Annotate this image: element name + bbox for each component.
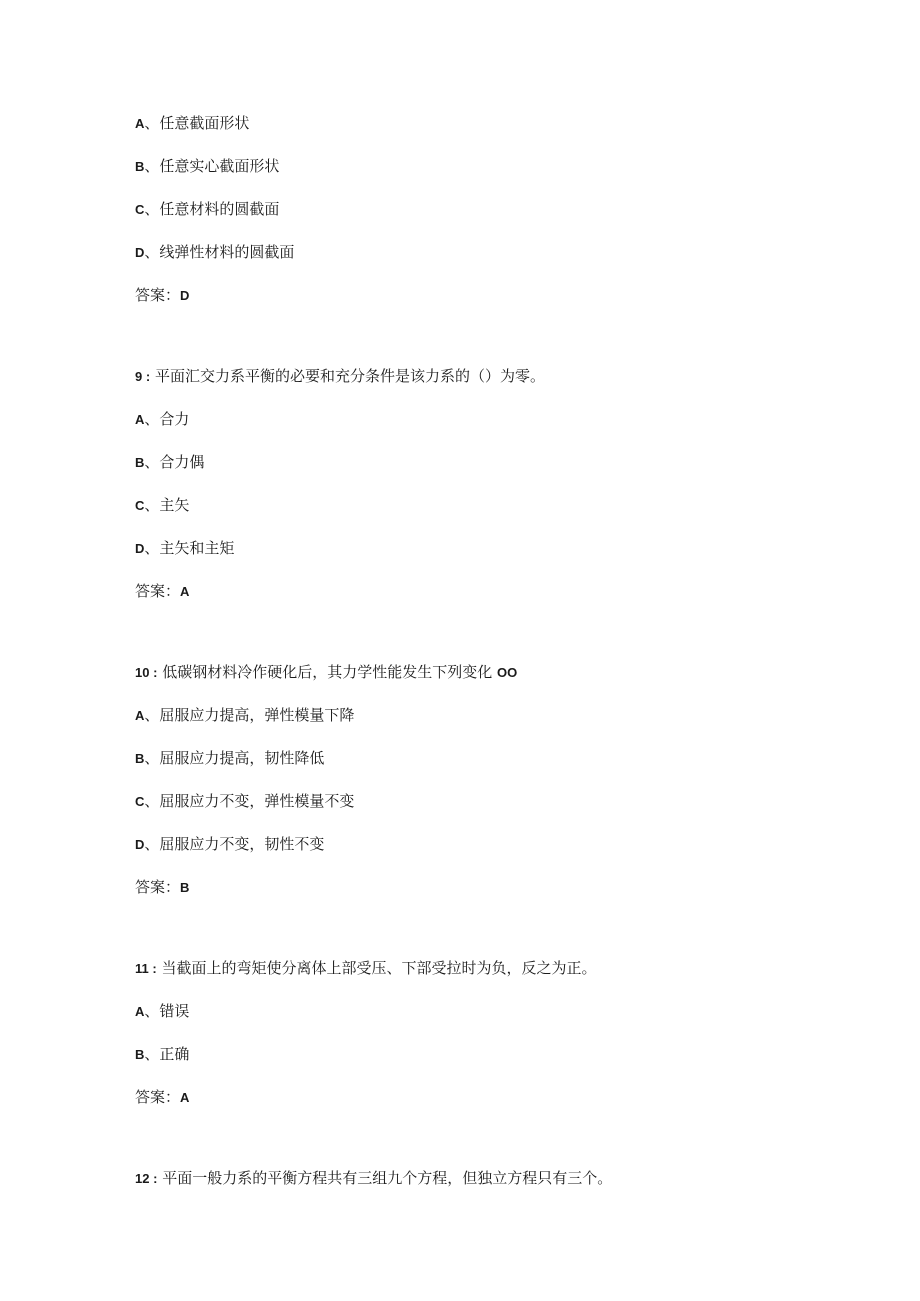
option-separator: 、 <box>144 749 160 767</box>
option-letter: A <box>135 708 145 723</box>
option-text: 任意材料的圆截面 <box>159 200 280 218</box>
question-text-tail: OO <box>496 665 518 680</box>
q11-option-a <box>135 1001 189 1022</box>
question-text: 平面一般力系的平衡方程共有三组九个方程，但独立方程只有三个。 <box>162 1169 613 1187</box>
q10-question <box>135 662 517 683</box>
option-separator: 、 <box>144 539 160 557</box>
option-separator: 、 <box>144 114 160 132</box>
q8-option-b <box>135 156 279 177</box>
q9-answer <box>135 581 189 602</box>
option-separator: 、 <box>144 243 160 261</box>
option-separator: 、 <box>144 706 160 724</box>
option-separator: 、 <box>144 453 160 471</box>
option-letter: A <box>135 116 145 131</box>
answer-label: 答案： <box>135 286 181 304</box>
option-separator: 、 <box>144 792 160 810</box>
option-letter: D <box>135 245 145 260</box>
question-text: 当截面上的弯矩使分离体上部受压、下部受拉时为负，反之为正。 <box>161 959 597 977</box>
option-letter: B <box>135 455 145 470</box>
q9-option-b <box>135 452 204 473</box>
option-text: 正确 <box>159 1045 190 1063</box>
q10-option-b <box>135 748 324 769</box>
option-separator: 、 <box>144 157 160 175</box>
option-text: 屈服应力提高，弹性模量下降 <box>159 706 355 724</box>
answer-value: D <box>180 288 190 303</box>
question-text: 低碳钢材料冷作硬化后，其力学性能发生下列变化 <box>162 663 493 681</box>
option-separator: 、 <box>144 200 160 218</box>
option-letter: B <box>135 751 145 766</box>
option-letter: C <box>135 202 145 217</box>
option-letter: B <box>135 159 145 174</box>
option-text: 主矢和主矩 <box>159 539 235 557</box>
option-separator: 、 <box>144 1002 160 1020</box>
option-text: 屈服应力不变，弹性模量不变 <box>159 792 355 810</box>
option-text: 线弹性材料的圆截面 <box>159 243 295 261</box>
answer-label: 答案： <box>135 582 181 600</box>
q10-option-c <box>135 791 354 812</box>
answer-label: 答案： <box>135 878 181 896</box>
option-letter: D <box>135 541 145 556</box>
question-number: 9 : <box>135 369 151 384</box>
answer-value: A <box>180 584 190 599</box>
option-separator: 、 <box>144 835 160 853</box>
q11-answer <box>135 1087 189 1108</box>
q8-option-c <box>135 199 279 220</box>
q9-option-d <box>135 538 234 559</box>
q10-answer <box>135 877 189 898</box>
q8-answer <box>135 285 189 306</box>
q10-option-a <box>135 705 354 726</box>
option-text: 任意截面形状 <box>159 114 250 132</box>
option-text: 合力 <box>159 410 190 428</box>
question-number: 12 : <box>135 1171 158 1186</box>
q9-option-c <box>135 495 189 516</box>
question-number: 10 : <box>135 665 158 680</box>
option-text: 任意实心截面形状 <box>159 157 280 175</box>
q9-option-a <box>135 409 189 430</box>
option-letter: B <box>135 1047 145 1062</box>
answer-label: 答案： <box>135 1088 181 1106</box>
option-letter: A <box>135 412 145 427</box>
option-separator: 、 <box>144 410 160 428</box>
question-number: 11 : <box>135 961 157 976</box>
q12-question <box>135 1168 612 1189</box>
option-text: 屈服应力提高，韧性降低 <box>159 749 325 767</box>
q9-question <box>135 366 545 387</box>
option-text: 错误 <box>159 1002 190 1020</box>
option-letter: C <box>135 794 145 809</box>
option-text: 屈服应力不变，韧性不变 <box>159 835 325 853</box>
option-text: 主矢 <box>159 496 190 514</box>
answer-value: A <box>180 1090 190 1105</box>
q10-option-d <box>135 834 324 855</box>
q11-option-b <box>135 1044 189 1065</box>
q8-option-d <box>135 242 294 263</box>
option-letter: A <box>135 1004 145 1019</box>
option-separator: 、 <box>144 496 160 514</box>
option-letter: D <box>135 837 145 852</box>
option-text: 合力偶 <box>159 453 205 471</box>
q8-option-a <box>135 113 249 134</box>
q11-question <box>135 958 596 979</box>
option-letter: C <box>135 498 145 513</box>
option-separator: 、 <box>144 1045 160 1063</box>
question-text: 平面汇交力系平衡的必要和充分条件是该力系的（）为零。 <box>154 367 545 385</box>
answer-value: B <box>180 880 190 895</box>
